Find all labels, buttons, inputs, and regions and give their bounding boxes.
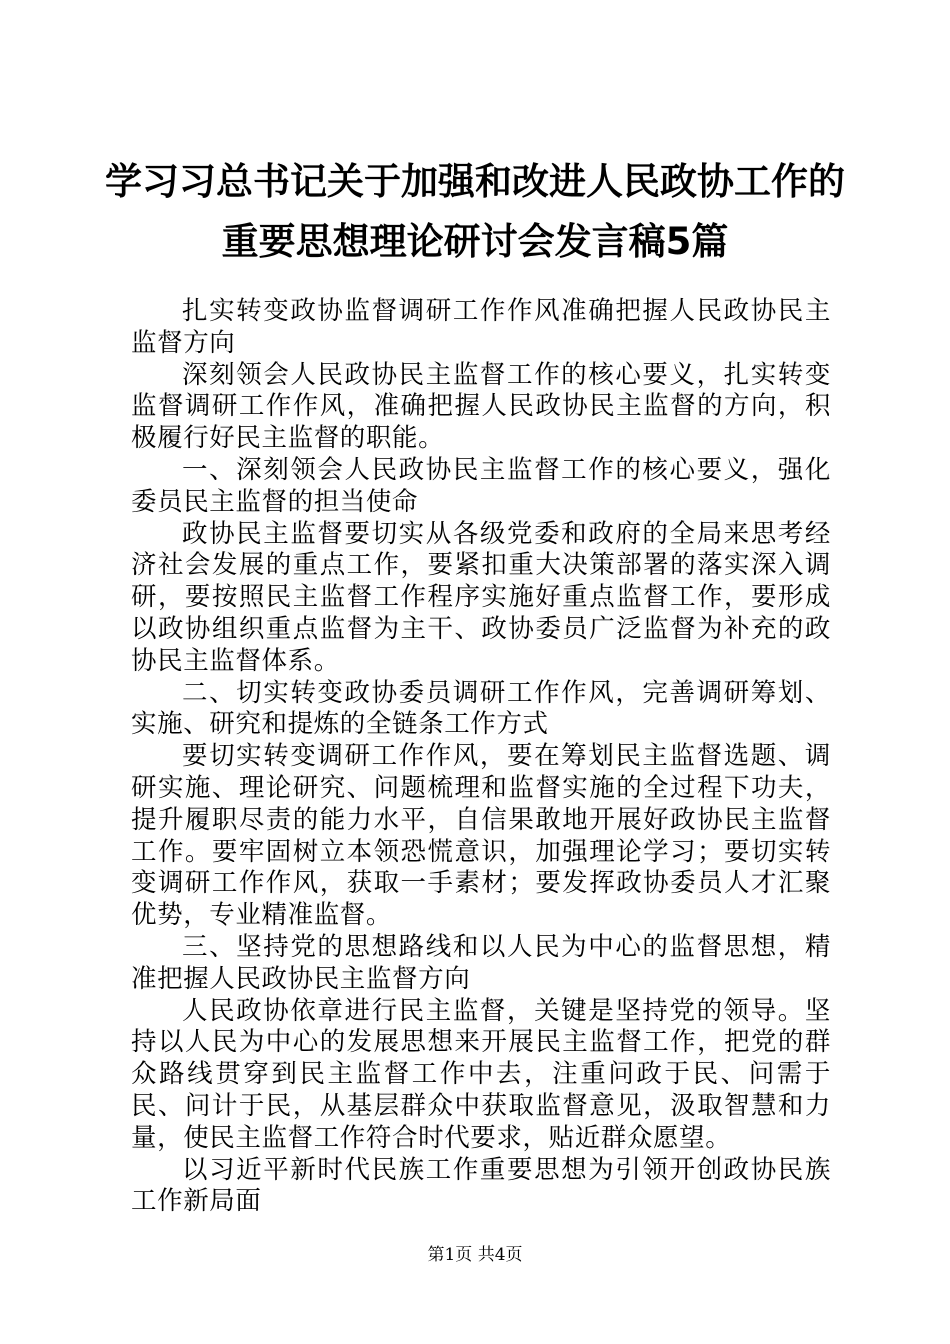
paragraph-section-1-body: 政协民主监督要切实从各级党委和政府的全局来思考经济社会发展的重点工作，要紧扣重大决策部署的落实深入调研，要按照民主监督工作程序实施好重点监督工作，要形成以政协组织重点监督为主干、政协委员广泛监督为补充的政协民主监督体系。 [131, 518, 831, 676]
paragraph-section-3-heading: 三、坚持党的思想路线和以人民为中心的监督思想，精准把握人民政协民主监督方向 [131, 931, 831, 994]
paragraph-heading-intro: 扎实转变政协监督调研工作作风准确把握人民政协民主监督方向 [131, 296, 831, 358]
paragraph-section-2-heading: 二、切实转变政协委员调研工作作风，完善调研筹划、实施、研究和提炼的全链条工作方式 [131, 677, 831, 740]
paragraph-section-1-heading: 一、深刻领会人民政协民主监督工作的核心要义，强化委员民主监督的担当使命 [131, 454, 831, 517]
paragraph-summary: 深刻领会人民政协民主监督工作的核心要义，扎实转变监督调研工作作风，准确把握人民政协民主监督的方向，积极履行好民主监督的职能。 [131, 359, 831, 454]
paragraph-section-2-body: 要切实转变调研工作作风，要在筹划民主监督选题、调研实施、理论研究、问题梳理和监督实施的全过程下功夫，提升履职尽责的能力水平，自信果敢地开展好政协民主监督工作。要牢固树立本领恐慌意识，加强理论学习；要切实转变调研工作作风，获取一手素材；要发挥政协委员人才汇聚优势，专业精准监督。 [131, 741, 831, 931]
page-number: 第1页 共4页 [427, 1245, 523, 1265]
document-title-line-1: 学习习总书记关于加强和改进人民政协工作的 [105, 160, 845, 203]
document-body [131, 296, 831, 1218]
paragraph-next-article-heading: 以习近平新时代民族工作重要思想为引领开创政协民族工作新局面 [131, 1154, 831, 1217]
paragraph-section-3-body: 人民政协依章进行民主监督，关键是坚持党的领导。坚持以人民为中心的发展思想来开展民主监督工作，把党的群众路线贯穿到民主监督工作中去，注重问政于民、问需于民、问计于民，从基层群众中获取监督意见，汲取智慧和力量，使民主监督工作符合时代要求，贴近群众愿望。 [131, 995, 831, 1153]
document-title-line-2: 重要思想理论研讨会发言稿5篇 [221, 220, 729, 263]
